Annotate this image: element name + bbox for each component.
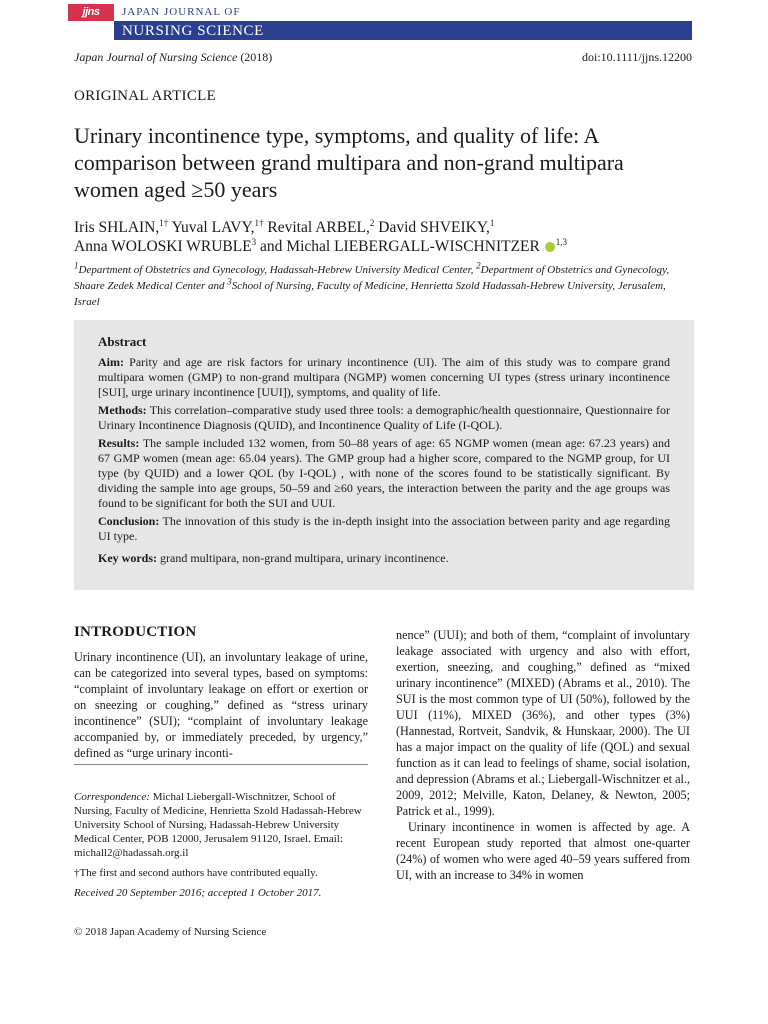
journal-citation [74, 50, 272, 65]
abstract-content [98, 334, 670, 569]
author-name: David SHVEIKY, [378, 219, 490, 236]
section-label: ORIGINAL ARTICLE [74, 88, 217, 104]
affiliation: Department of Obstetrics and Gynecology, Shaare Zedek Medical Center and [74, 264, 670, 292]
author-affil: 2 [369, 217, 375, 228]
affiliation: Department of Obstetrics and Gynecology, Hadassah-Hebrew University Medical Center, [78, 264, 477, 276]
footnotes [74, 790, 368, 906]
affiliations [74, 262, 674, 310]
journal-citation-name: Japan Journal of Nursing Science [74, 50, 238, 64]
received-dates: Received 20 September 2016; accepted 1 October 2017. [74, 887, 322, 899]
journal-name-line2: NURSING SCIENCE [122, 23, 264, 39]
author-affil: 1 [489, 217, 495, 228]
intro-paragraph-1-cont: nence” (UUI); and both of them, “complaint of involuntary leakage associated with urgency and also with effort, exertion, sneezing, and coughing,” defined as “mixed urinary incontinence” (MIXED) (Abrams et al., 2010). The SUI is the most common type of UI (50%), followed by the UUI (11%), MIXED (36%), and other types (3%) (Hannestad, Rortveit, Sandvik, & Hunskaar, 2000). The UI has a major impact on the quality of life (QOL) and sexual function as it can lead to feelings of shame, social isolation, and depression (Abrams et al.; Liebergall-Wischnitzer et al., 2009, 2012; Melville, Katon, Delaney, & Newton, 2005; Patrick et al., 1999). [396, 628, 690, 818]
affiliation: School of Nursing, Faculty of Medicine, Henrietta Szold Hadassah-Hebrew University, Jerusalem, Israel [74, 280, 666, 308]
equal-contribution-note: †The first and second authors have contributed equally. [74, 867, 318, 879]
aim-label: Aim: [98, 355, 124, 369]
abstract-aim [98, 355, 670, 400]
orcid-icon[interactable] [545, 242, 555, 252]
affil-marker: 1 [74, 260, 79, 271]
abstract-box [74, 320, 694, 590]
conclusion-text: The innovation of this study is the in-depth insight into the association between parity and age regarding UI type. [98, 514, 670, 543]
author-list [74, 218, 694, 256]
copyright: © 2018 Japan Academy of Nursing Science [74, 926, 267, 938]
aim-text: Parity and age are risk factors for urinary incontinence (UI). The aim of this study was to compare grand multipara women (GMP) to non-grand multipara (NGMP) women concerning UI types (stress urinary incontinence [SUI], urge urinary incontinence [UUI]), symptoms, and quality of life. [98, 355, 670, 399]
results-text: The sample included 132 women, from 50–88 years of age: 65 NGMP women (mean age: 67.23 years) and 67 GMP women (mean age: 65.04 years). The GMP group had a higher score, compared to the NGMP group, for UI type (by QUID) and a lower QOL (by I-QOL) , with none of the scores found to be statistically significant. By dividing the sample into age groups, 50–59 and ≥60 years, the interaction between the parity and the age groups was found to be significant for both the SUI and UUI. [98, 436, 670, 510]
author-line-1 [74, 218, 694, 237]
introduction-heading: INTRODUCTION [74, 624, 197, 640]
journal-year: (2018) [240, 50, 273, 64]
abstract-keywords [98, 551, 670, 566]
conclusion-label: Conclusion: [98, 514, 160, 528]
author-name: Yuval LAVY, [171, 219, 255, 236]
author-affil: 3 [251, 236, 257, 247]
intro-paragraph-2: Urinary incontinence in women is affected by age. A recent European study reported that almost one-quarter (24%) of women who were aged 40–59 years suffered from UI, with an increase to 34% in women [396, 820, 690, 882]
left-column [74, 624, 368, 761]
author-line-2 [74, 237, 694, 256]
banner-bar [114, 21, 692, 40]
abstract-results [98, 436, 670, 511]
correspondence-note [74, 790, 368, 860]
correspondence-text: Michal Liebergall-Wischnitzer, School of Nursing, Faculty of Medicine, Henrietta Szold Hadassah-Hebrew University School of Nursing, Hadassah-Hebrew University Medical Center, POB 12000, Jerusalem 91120, Israel. Email: michall2@hadassah.org.il [74, 791, 362, 859]
author-name: and Michal LIEBERGALL-WISCHNITZER [260, 238, 540, 255]
affil-marker: 2 [476, 260, 481, 271]
author-affil: 1,3 [555, 236, 567, 247]
banner-top-strip [114, 4, 692, 21]
footnote-divider [74, 764, 368, 765]
abstract-heading: Abstract [98, 334, 147, 349]
abstract-conclusion [98, 514, 670, 544]
author-affil: 1† [159, 217, 169, 228]
intro-paragraph-1: Urinary incontinence (UI), an involuntary leakage of urine, can be categorized into several types, based on symptoms: “complaint of involuntary leakage on effort or exertion or on sneezing or coughing,” defined as “stress urinary incontinence” (SUI); “complaint of involuntary leakage accompanied by, or immediately preceded, by urgency,” defined as “urge urinary inconti- [74, 650, 368, 760]
journal-banner [68, 4, 692, 40]
author-name: Iris SHLAIN, [74, 219, 160, 236]
affil-marker: 3 [227, 276, 232, 287]
author-name: Revital ARBEL, [267, 219, 370, 236]
article-title: Urinary incontinence type, symptoms, and quality of life: A comparison between grand multipara and non-grand multipara women aged ≥50 years [74, 123, 624, 202]
journal-name-line1: JAPAN JOURNAL OF [122, 6, 241, 18]
banner-spacer [68, 21, 114, 40]
methods-text: This correlation–comparative study used three tools: a demographic/health questionnaire, Questionnaire for Urinary Incontinence Diagnosis (QUID), and Incontinence Quality of Life (I-QOL). [98, 403, 670, 432]
journal-logo: jjns [68, 4, 114, 21]
keywords-label: Key words: [98, 551, 157, 565]
abstract-methods [98, 403, 670, 433]
right-column [396, 627, 690, 883]
results-label: Results: [98, 436, 140, 450]
author-name: Anna WOLOSKI WRUBLE [74, 238, 252, 255]
keywords-text: grand multipara, non-grand multipara, urinary incontinence. [157, 551, 449, 565]
author-affil: 1† [254, 217, 264, 228]
methods-label: Methods: [98, 403, 147, 417]
doi[interactable]: doi:10.1111/jjns.12200 [581, 50, 692, 64]
correspondence-label: Correspondence: [74, 791, 150, 803]
